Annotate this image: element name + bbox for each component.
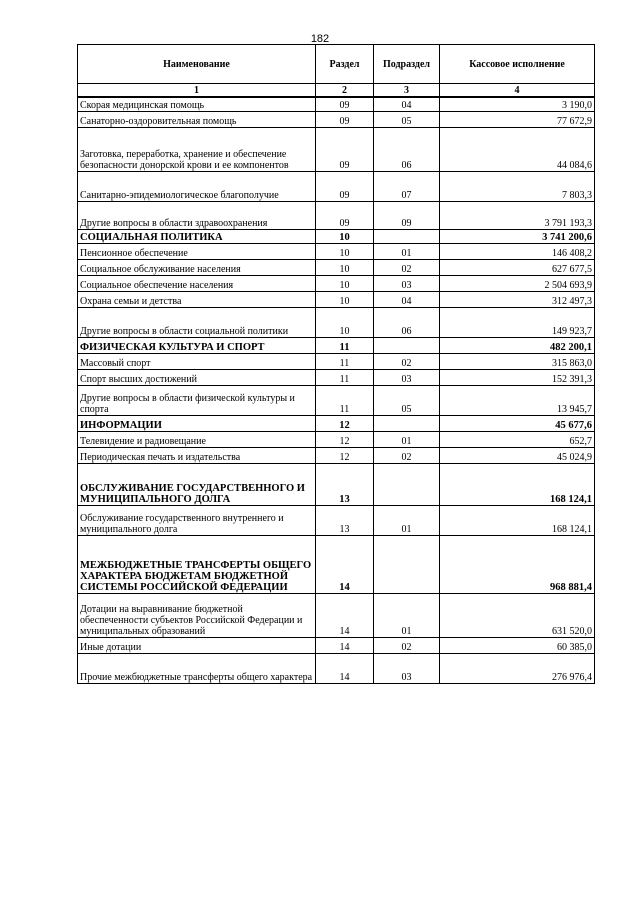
section-total-row [78,229,595,243]
table-row [78,653,595,683]
row-section: 11 [316,385,374,415]
row-name: Дотации на выравнивание бюджетной обеспеченности субъектов Российской Федерации и муниципальных образований [78,593,316,637]
row-amount: 652,7 [440,431,595,447]
table-row [78,637,595,653]
row-name: Спорт высших достижений [78,369,316,385]
row-section: 14 [316,593,374,637]
row-subsection: 01 [374,431,440,447]
row-subsection: 09 [374,201,440,229]
row-name: Другие вопросы в области здравоохранения [78,201,316,229]
row-subsection: 02 [374,637,440,653]
row-section: 13 [316,463,374,505]
row-name: ФИЗИЧЕСКАЯ КУЛЬТУРА И СПОРТ [78,337,316,353]
table-row [78,201,595,229]
row-amount: 77 672,9 [440,111,595,127]
row-subsection: 01 [374,243,440,259]
header-name: Наименование [78,45,316,84]
row-subsection [374,463,440,505]
row-section: 13 [316,505,374,535]
row-amount: 2 504 693,9 [440,275,595,291]
row-subsection: 03 [374,653,440,683]
table-row [78,243,595,259]
table-row [78,431,595,447]
row-section: 10 [316,243,374,259]
row-amount: 7 803,3 [440,171,595,201]
row-name: Пенсионное обеспечение [78,243,316,259]
row-amount: 45 677,6 [440,415,595,431]
row-subsection: 02 [374,353,440,369]
row-name: Иные дотации [78,637,316,653]
section-total-row [78,463,595,505]
header-section: Раздел [316,45,374,84]
row-subsection: 04 [374,291,440,307]
row-section: 14 [316,637,374,653]
table-row [78,97,595,111]
table-row [78,353,595,369]
row-section: 09 [316,97,374,111]
row-name: Санитарно-эпидемиологическое благополучие [78,171,316,201]
row-name: Телевидение и радиовещание [78,431,316,447]
budget-table [77,44,595,684]
row-name: Охрана семьи и детства [78,291,316,307]
page-number: 182 [310,33,330,45]
row-amount: 168 124,1 [440,463,595,505]
row-subsection: 06 [374,307,440,337]
row-name: Санаторно-оздоровительная помощь [78,111,316,127]
header-row [78,45,595,84]
table-row [78,171,595,201]
row-name: Массовый спорт [78,353,316,369]
row-amount: 276 976,4 [440,653,595,683]
row-section: 09 [316,127,374,171]
row-section: 12 [316,447,374,463]
column-number: 3 [374,84,440,98]
row-subsection [374,415,440,431]
row-name: МЕЖБЮДЖЕТНЫЕ ТРАНСФЕРТЫ ОБЩЕГО ХАРАКТЕРА БЮДЖЕТАМ БЮДЖЕТНОЙ СИСТЕМЫ РОССИЙСКОЙ ФЕДЕРАЦИИ [78,535,316,593]
row-name: Обслуживание государственного внутреннего и муниципального долга [78,505,316,535]
row-subsection [374,229,440,243]
row-name: Социальное обеспечение населения [78,275,316,291]
row-subsection: 03 [374,275,440,291]
row-amount: 482 200,1 [440,337,595,353]
row-section: 10 [316,291,374,307]
row-section: 09 [316,111,374,127]
row-name: ОБСЛУЖИВАНИЕ ГОСУДАРСТВЕННОГО И МУНИЦИПАЛЬНОГО ДОЛГА [78,463,316,505]
table-row [78,291,595,307]
table-row [78,259,595,275]
row-subsection: 07 [374,171,440,201]
row-section: 12 [316,431,374,447]
row-amount: 312 497,3 [440,291,595,307]
row-section: 14 [316,535,374,593]
row-amount: 315 863,0 [440,353,595,369]
row-section: 09 [316,171,374,201]
row-section: 14 [316,653,374,683]
table-row [78,447,595,463]
header-subsection: Подраздел [374,45,440,84]
column-number: 2 [316,84,374,98]
row-name: Другие вопросы в области социальной политики [78,307,316,337]
section-total-row [78,535,595,593]
header-execution: Кассовое исполнение [440,45,595,84]
row-name: ИНФОРМАЦИИ [78,415,316,431]
row-amount: 631 520,0 [440,593,595,637]
table-row [78,127,595,171]
row-subsection: 04 [374,97,440,111]
row-subsection: 06 [374,127,440,171]
row-amount: 3 791 193,3 [440,201,595,229]
column-number-row [78,84,595,98]
row-subsection: 01 [374,593,440,637]
table-row [78,505,595,535]
row-name: Другие вопросы в области физической культуры и спорта [78,385,316,415]
row-section: 10 [316,275,374,291]
row-section: 12 [316,415,374,431]
row-subsection: 02 [374,447,440,463]
table-row [78,307,595,337]
column-number: 1 [78,84,316,98]
section-total-row [78,415,595,431]
row-name: Скорая медицинская помощь [78,97,316,111]
row-amount: 3 190,0 [440,97,595,111]
row-section: 11 [316,369,374,385]
row-subsection: 02 [374,259,440,275]
row-subsection: 05 [374,385,440,415]
row-name: Социальное обслуживание населения [78,259,316,275]
row-amount: 168 124,1 [440,505,595,535]
row-amount: 968 881,4 [440,535,595,593]
row-section: 11 [316,353,374,369]
row-section: 11 [316,337,374,353]
row-section: 10 [316,259,374,275]
row-amount: 152 391,3 [440,369,595,385]
table-row [78,593,595,637]
row-subsection [374,337,440,353]
row-name: Прочие межбюджетные трансферты общего характера [78,653,316,683]
table-row [78,275,595,291]
row-amount: 146 408,2 [440,243,595,259]
row-amount: 627 677,5 [440,259,595,275]
row-subsection: 03 [374,369,440,385]
column-number: 4 [440,84,595,98]
section-total-row [78,337,595,353]
row-section: 10 [316,229,374,243]
row-amount: 13 945,7 [440,385,595,415]
table-body [78,97,595,683]
row-name: Заготовка, переработка, хранение и обеспечение безопасности донорской крови и ее компонентов [78,127,316,171]
table-row [78,369,595,385]
row-name: Периодическая печать и издательства [78,447,316,463]
row-amount: 45 024,9 [440,447,595,463]
row-name: СОЦИАЛЬНАЯ ПОЛИТИКА [78,229,316,243]
row-section: 10 [316,307,374,337]
table-row [78,385,595,415]
row-subsection: 05 [374,111,440,127]
row-amount: 149 923,7 [440,307,595,337]
row-amount: 3 741 200,6 [440,229,595,243]
row-amount: 60 385,0 [440,637,595,653]
row-subsection: 01 [374,505,440,535]
row-section: 09 [316,201,374,229]
table-row [78,111,595,127]
row-subsection [374,535,440,593]
row-amount: 44 084,6 [440,127,595,171]
